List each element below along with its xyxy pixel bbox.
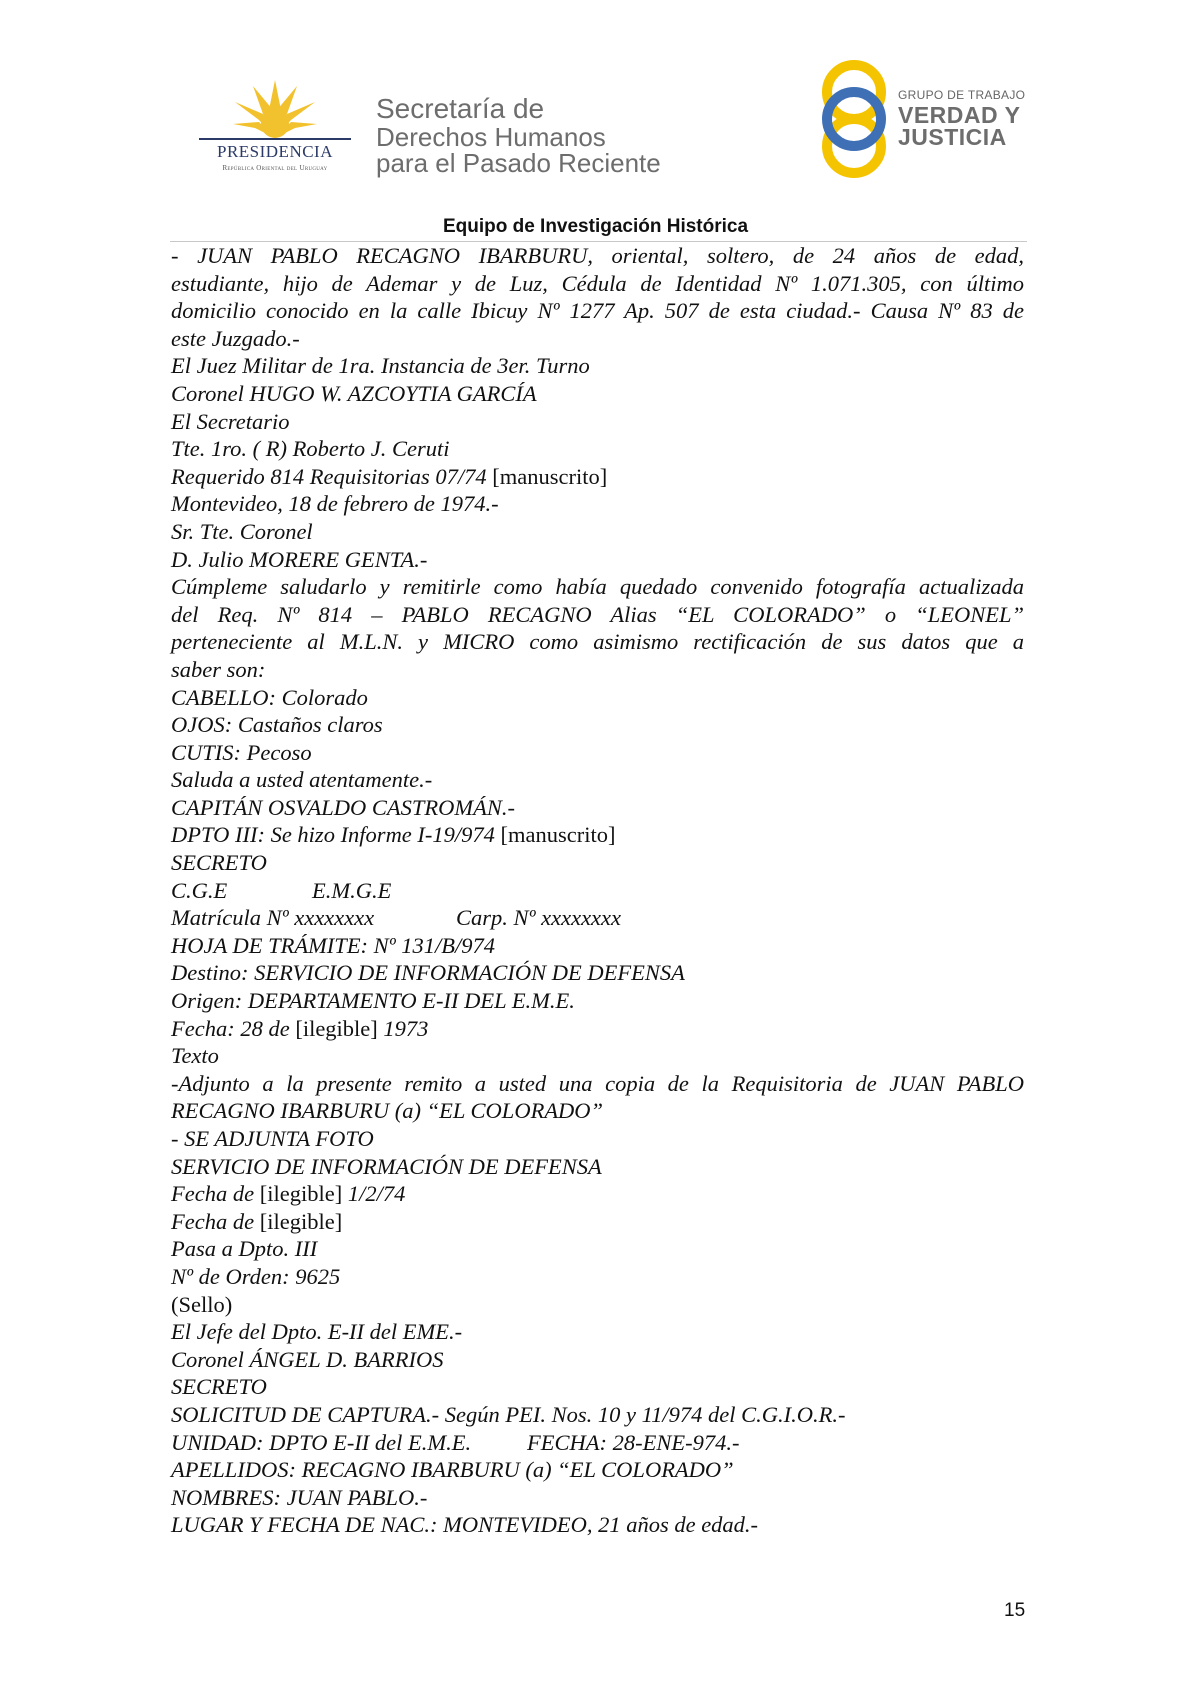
- text-segment: Fecha: 28 de: [171, 1015, 296, 1041]
- text-line: Sr. Tte. Coronel: [171, 518, 313, 544]
- text-line: Montevideo, 18 de febrero de 1974.-: [171, 491, 499, 517]
- secretaria-line-1: Secretaría de: [376, 93, 545, 124]
- text-line: Destino: SERVICIO DE INFORMACIÓN DE DEFENSA: [171, 960, 685, 986]
- group-title-line-1: VERDAD Y: [898, 102, 1021, 128]
- group-title-line-2: JUSTICIA: [898, 124, 1007, 150]
- text-line: SERVICIO DE INFORMACIÓN DE DEFENSA: [171, 1153, 602, 1179]
- text-line: CUTIS: Pecoso: [171, 739, 312, 765]
- text-line: RECAGNO IBARBURU (a) “EL COLORADO”: [171, 1098, 604, 1124]
- editorial-note: [ilegible]: [295, 1015, 378, 1041]
- text-line: Tte. 1ro. ( R) Roberto J. Ceruti: [171, 436, 450, 462]
- text-line: Coronel ÁNGEL D. BARRIOS: [171, 1346, 444, 1372]
- text-line: D. Julio MORERE GENTA.-: [171, 546, 428, 572]
- text-line: domicilio conocido en la calle Ibicuy Nº 1277 Ap. 507 de esta ciudad.- Causa Nº 83 de: [171, 298, 1024, 324]
- text-line: El Secretario: [171, 408, 290, 434]
- text-segment: C.G.E: [171, 877, 228, 903]
- text-line: este Juzgado.-: [171, 325, 300, 351]
- text-line: El Juez Militar de 1ra. Instancia de 3er. Turno: [171, 353, 590, 379]
- editorial-note: (Sello): [171, 1291, 233, 1317]
- presidencia-label: PRESIDENCIA: [216, 142, 333, 161]
- secretaria-title: [376, 94, 716, 176]
- text-line: CABELLO: Colorado: [171, 684, 368, 710]
- text-line: del Req. Nº 814 – PABLO RECAGNO Alias “EL COLORADO” o “LEONEL”: [171, 601, 1024, 627]
- text-line: SECRETO: [171, 850, 267, 876]
- text-line: perteneciente al M.L.N. y MICRO como asimismo rectificación de sus datos que a: [171, 629, 1024, 655]
- text-line: Pasa a Dpto. III: [171, 1236, 318, 1262]
- text-line: [171, 1429, 1024, 1457]
- text-line: CAPITÁN OSVALDO CASTROMÁN.-: [171, 794, 515, 820]
- text-line: estudiante, hijo de Ademar y de Luz, Cédula de Identidad Nº 1.071.305, con último: [171, 270, 1024, 296]
- text-segment: DPTO III: Se hizo Informe I-19/974: [171, 822, 501, 848]
- text-line: HOJA DE TRÁMITE: Nº 131/B/974: [171, 932, 496, 958]
- editorial-note: [ilegible]: [259, 1181, 343, 1207]
- text-line: [171, 1015, 1024, 1043]
- text-line: saber son:: [171, 656, 266, 682]
- text-segment: Matrícula Nº xxxxxxxx: [171, 905, 375, 931]
- text-segment: E.M.G.E: [312, 877, 392, 903]
- text-line: [171, 877, 1024, 905]
- text-segment: Fecha de: [171, 1208, 260, 1234]
- text-line: El Jefe del Dpto. E-II del EME.-: [171, 1319, 463, 1345]
- document-body: [171, 242, 1024, 1539]
- team-title: Equipo de Investigación Histórica: [442, 216, 749, 237]
- text-segment: FECHA: 28-ENE-974.-: [527, 1429, 740, 1455]
- page-number: 15: [1004, 1600, 1026, 1621]
- text-segment: 1/2/74: [342, 1181, 406, 1207]
- text-line: [171, 1180, 1024, 1208]
- text-line: [171, 821, 1024, 849]
- text-line: [171, 904, 1024, 932]
- text-line: - SE ADJUNTA FOTO: [171, 1126, 374, 1151]
- text-segment: Requerido 814 Requisitorias 07/74: [171, 463, 493, 489]
- text-line: NOMBRES: JUAN PABLO.-: [171, 1484, 428, 1510]
- text-line: Nº de Orden: 9625: [171, 1263, 341, 1289]
- text-line: SOLICITUD DE CAPTURA.- Según PEI. Nos. 10 y 11/974 del C.G.I.O.R.-: [171, 1401, 846, 1427]
- group-small-label: GRUPO DE TRABAJO: [898, 88, 1026, 102]
- text-line: Coronel HUGO W. AZCOYTIA GARCÍA: [171, 380, 537, 406]
- text-line: [171, 463, 1024, 491]
- presidencia-subtitle: República Oriental del Uruguay: [222, 164, 328, 172]
- text-line: -Adjunto a la presente remito a usted una copia de la Requisitoria de JUAN PABLO: [171, 1070, 1024, 1096]
- text-line: APELLIDOS: RECAGNO IBARBURU (a) “EL COLORADO”: [171, 1457, 734, 1483]
- sun-icon: [233, 80, 317, 138]
- text-line: Saluda a usted atentamente.-: [171, 767, 433, 793]
- secretaria-line-2: Derechos Humanos: [376, 122, 606, 152]
- presidencia-rule: [199, 138, 351, 140]
- text-segment: 1973: [377, 1015, 429, 1041]
- text-line: SECRETO: [171, 1374, 267, 1400]
- text-line: OJOS: Castaños claros: [171, 712, 383, 738]
- editorial-note: [manuscrito]: [500, 822, 616, 848]
- text-line: [171, 1208, 1024, 1236]
- text-line: Origen: DEPARTAMENTO E-II DEL E.M.E.: [171, 988, 575, 1014]
- text-segment: UNIDAD: DPTO E-II del E.M.E.: [171, 1429, 472, 1455]
- text-line: - JUAN PABLO RECAGNO IBARBURU, oriental, soltero, de 24 años de edad,: [171, 243, 1024, 268]
- text-line: LUGAR Y FECHA DE NAC.: MONTEVIDEO, 21 años de edad.-: [171, 1512, 759, 1538]
- editorial-note: [ilegible]: [259, 1208, 343, 1234]
- text-segment: Carp. Nº xxxxxxxx: [456, 905, 622, 931]
- text-line: Texto: [171, 1043, 219, 1069]
- editorial-note: [manuscrito]: [492, 463, 608, 489]
- presidencia-logo: [195, 80, 355, 180]
- text-segment: Fecha de: [171, 1181, 260, 1207]
- text-line: Cúmpleme saludarlo y remitirle como había quedado convenido fotografía actualizada: [171, 574, 1024, 600]
- secretaria-line-3: para el Pasado Reciente: [376, 148, 661, 178]
